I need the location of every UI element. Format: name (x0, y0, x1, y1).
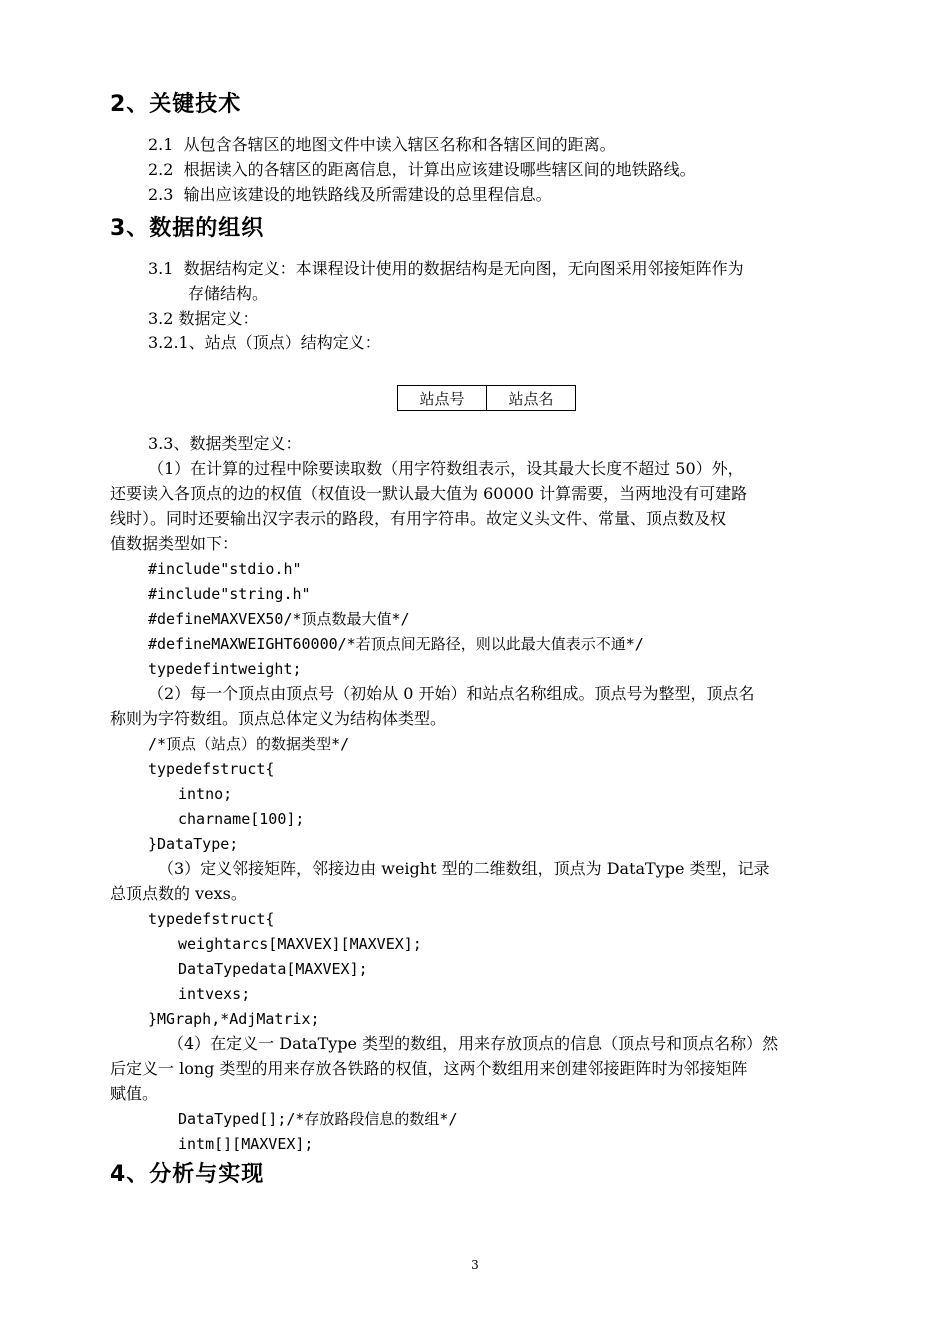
code-line: #defineMAXVEX50/*顶点数最大值*/ (148, 610, 410, 628)
code-line: charname[100]; (178, 810, 305, 828)
code-line: weightarcs[MAXVEX][MAXVEX]; (178, 935, 422, 953)
paragraph-line: （1）在计算的过程中除要读取数（用字符数组表示，设其最大长度不超过 50）外， (148, 459, 744, 478)
page-number: 3 (471, 1258, 479, 1272)
code-line: }MGraph,*AdjMatrix; (148, 1010, 320, 1028)
code-line: DataTypedata[MAXVEX]; (178, 960, 368, 978)
vertex-structure-table (397, 385, 576, 411)
code-line: intno; (178, 785, 233, 803)
code-line: intvexs; (178, 985, 251, 1003)
s3-text: 3.2 数据定义： (148, 309, 259, 328)
code-line: intm[][MAXVEX]; (178, 1135, 314, 1153)
s3-text: 3.3、数据类型定义： (148, 434, 302, 453)
s2-item: 2.2 根据读入的各辖区的距离信息，计算出应该建设哪些辖区间的地铁路线。 (148, 160, 696, 179)
section-heading-2: 2、关键技术 (110, 92, 242, 117)
code-line: /*顶点（站点）的数据类型*/ (148, 735, 350, 753)
code-line: typedefstruct{ (148, 760, 275, 778)
code-line: }DataType; (148, 835, 239, 853)
section-heading-4: 4、分析与实现 (110, 1162, 265, 1187)
paragraph-line: 还要读入各顶点的边的权值（权值设一默认最大值为 60000 计算需要，当两地没有可建路 (110, 484, 748, 503)
table-cell-station-name: 站点名 (487, 386, 576, 411)
paragraph-line: （2）每一个顶点由顶点号（初始从 0 开始）和站点名称组成。顶点号为整型，顶点名 (148, 684, 755, 703)
paragraph-line: 线时）。同时还要输出汉字表示的路段，有用字符串。故定义头文件、常量、顶点数及权 (110, 509, 727, 528)
paragraph-line: 值数据类型如下： (110, 534, 239, 553)
section-heading-3: 3、数据的组织 (110, 216, 265, 241)
code-line: typedefintweight; (148, 660, 302, 678)
paragraph-line: 总顶点数的 vexs。 (110, 884, 247, 903)
code-line: #include"stdio.h" (148, 560, 302, 578)
paragraph-line: 后定义一 long 类型的用来存放各铁路的权值，这两个数组用来创建邻接距阵时为邻接矩阵 (110, 1059, 748, 1078)
paragraph-line: 赋值。 (110, 1084, 159, 1103)
s2-item: 2.1 从包含各辖区的地图文件中读入辖区名称和各辖区间的距离。 (148, 135, 616, 154)
paragraph-line: （3）定义邻接矩阵，邻接边由 weight 型的二维数组，顶点为 DataType 类型，记录 (158, 859, 770, 878)
code-line: DataTyped[];/*存放路段信息的数组*/ (178, 1110, 458, 1128)
s3-text: 3.1 数据结构定义：本课程设计使用的数据结构是无向图，无向图采用邻接矩阵作为 (148, 259, 744, 278)
s3-text: 3.2.1、站点（顶点）结构定义： (148, 333, 381, 352)
paragraph-line: 称则为字符数组。顶点总体定义为结构体类型。 (110, 709, 447, 728)
s2-item: 2.3 输出应该建设的地铁路线及所需建设的总里程信息。 (148, 185, 552, 204)
code-line: #include"string.h" (148, 585, 311, 603)
paragraph-line: （4）在定义一 DataType 类型的数组，用来存放顶点的信息（顶点号和顶点名称）然 (168, 1034, 779, 1053)
code-line: #defineMAXWEIGHT60000/*若顶点间无路径，则以此最大值表示不通*/ (148, 635, 644, 653)
table-cell-station-number: 站点号 (398, 386, 487, 411)
s3-text: 存储结构。 (188, 284, 269, 303)
code-line: typedefstruct{ (148, 910, 275, 928)
